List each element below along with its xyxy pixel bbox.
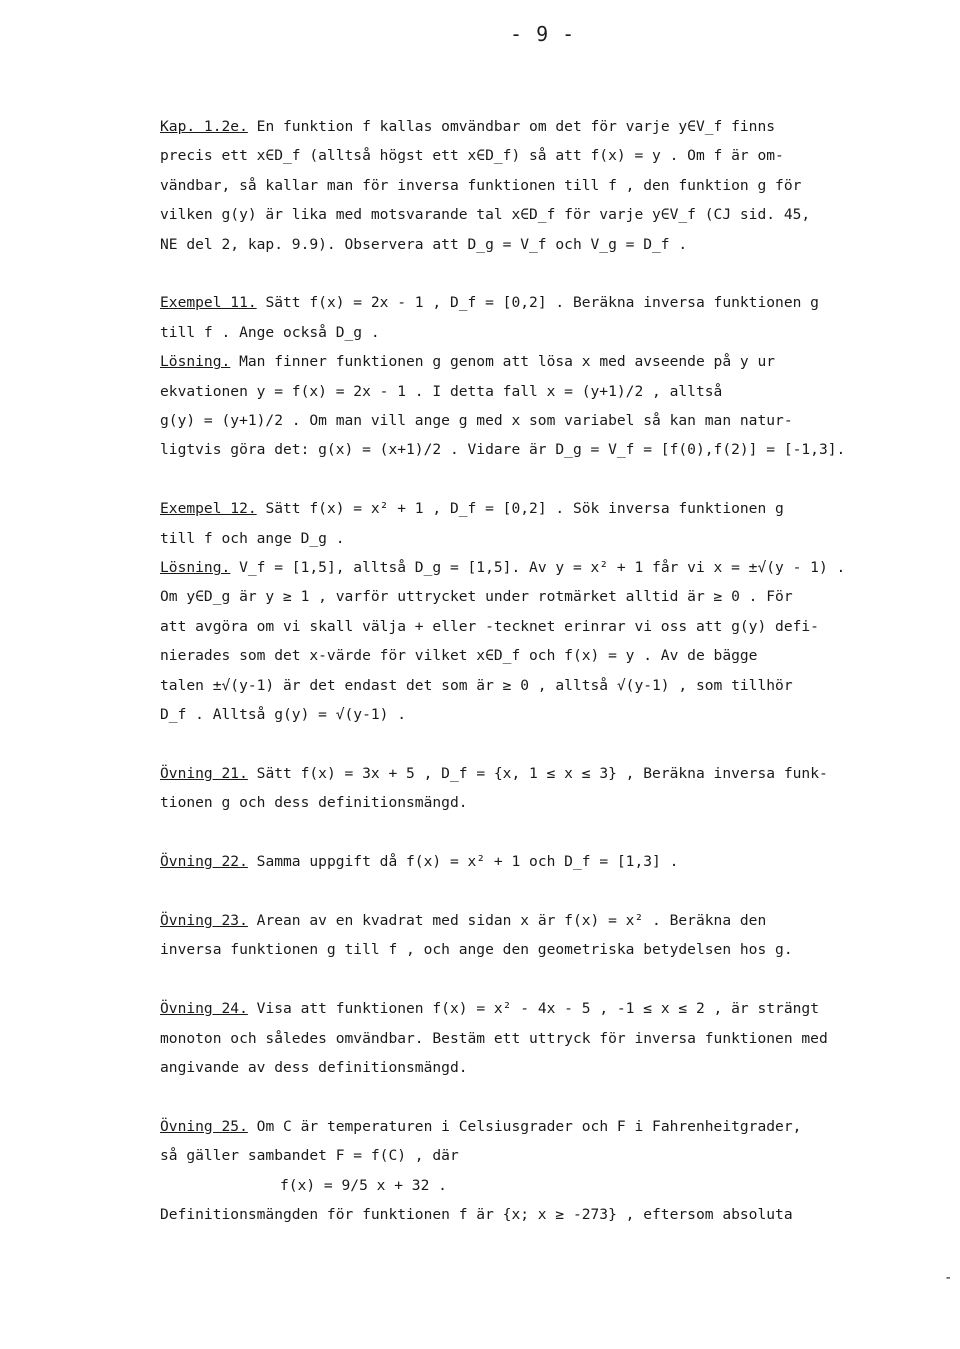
example-12-title: Exempel 12.: [160, 500, 257, 518]
exercise-24-line-1: Övning 24. Visa att funktionen f(x) = x² - 4x - 5 , -1 ≤ x ≤ 2 , är strängt: [160, 1000, 819, 1018]
exercise-24-title: Övning 24.: [160, 1000, 248, 1018]
example-12-solution-line-6: D_f . Alltså g(y) = √(y-1) .: [160, 706, 407, 724]
kap-line-1: Kap. 1.2e. En funktion f kallas omvändbar om det för varje y∈V_f finns: [160, 118, 776, 135]
example-12-solution-line-2: Om y∈D_g är y ≥ 1 , varför uttrycket under rotmärket alltid är ≥ 0 . För: [160, 588, 793, 606]
example-11-solution-line-3: g(y) = (y+1)/2 . Om man vill ange g med x som variabel så kan man natur-: [160, 412, 793, 430]
exercise-21-line-1: Övning 21. Sätt f(x) = 3x + 5 , D_f = {x, 1 ≤ x ≤ 3} , Beräkna inversa funk-: [160, 764, 828, 782]
exercise-25-line-1: Övning 25. Om C är temperaturen i Celsiusgrader och F i Fahrenheitgrader,: [160, 1117, 802, 1135]
exercise-21-line-2: tionen g och dess definitionsmängd.: [160, 794, 468, 812]
exercise-21-title: Övning 21.: [160, 764, 248, 782]
exercise-23-line-2: inversa funktionen g till f , och ange den geometriska betydelsen hos g.: [160, 941, 793, 959]
exercise-25-line-2: så gäller sambandet F = f(C) , där: [160, 1147, 459, 1165]
example-12-line-2: till f och ange D_g .: [160, 529, 345, 547]
example-11-title: Exempel 11.: [160, 294, 257, 312]
example-12: [160, 494, 930, 729]
exercise-22: [160, 847, 930, 876]
exercise-25-last-line: Definitionsmängden för funktionen f är {x; x ≥ -273} , eftersom absoluta: [160, 1205, 793, 1223]
exercise-22-title: Övning 22.: [160, 853, 248, 871]
exercise-24: [160, 994, 930, 1082]
example-11: [160, 288, 930, 464]
exercise-24-line-2: monoton och således omvändbar. Bestäm ett uttryck för inversa funktionen med: [160, 1029, 828, 1047]
exercise-23: [160, 906, 930, 965]
exercise-22-line-1: Övning 22. Samma uppgift då f(x) = x² + 1 och D_f = [1,3] .: [160, 853, 679, 871]
kap-line-3: vändbar, så kallar man för inversa funktionen till f , den funktion g för: [160, 176, 802, 194]
page-body: [160, 112, 930, 1229]
kap-label: Kap. 1.2e.: [160, 118, 248, 135]
example-11-line-2: till f . Ange också D_g .: [160, 323, 380, 341]
exercise-25-title: Övning 25.: [160, 1117, 248, 1135]
exercise-21: [160, 759, 930, 818]
example-11-solution-line-2: ekvationen y = f(x) = 2x - 1 . I detta fall x = (y+1)/2 , alltså: [160, 382, 723, 400]
margin-mark: -: [944, 1270, 953, 1286]
example-12-solution-line-1: Lösning. V_f = [1,5], alltså D_g = [1,5]. Av y = x² + 1 får vi x = ±√(y - 1) .: [160, 559, 846, 577]
exercise-23-title: Övning 23.: [160, 911, 248, 929]
exercise-23-line-1: Övning 23. Arean av en kvadrat med sidan x är f(x) = x² . Beräkna den: [160, 911, 767, 929]
example-12-solution-label: Lösning.: [160, 559, 231, 577]
exercise-25: [160, 1112, 930, 1230]
example-11-solution-line-4: ligtvis göra det: g(x) = (x+1)/2 . Vidare är D_g = V_f = [f(0),f(2)] = [-1,3].: [160, 441, 846, 459]
example-12-solution-line-4: nierades som det x-värde för vilket x∈D_f och f(x) = y . Av de bägge: [160, 647, 758, 665]
example-12-line-1: Exempel 12. Sätt f(x) = x² + 1 , D_f = [0,2] . Sök inversa funktionen g: [160, 500, 784, 518]
exercise-24-line-3: angivande av dess definitionsmängd.: [160, 1058, 468, 1076]
example-11-line-1: Exempel 11. Sätt f(x) = 2x - 1 , D_f = [0,2] . Beräkna inversa funktionen g: [160, 294, 819, 312]
page-number: - 9 -: [510, 22, 576, 46]
example-12-solution-line-5: talen ±√(y-1) är det endast det som är ≥ 0 , alltså √(y-1) , som tillhör: [160, 676, 793, 694]
kap-line-2: precis ett x∈D_f (alltså högst ett x∈D_f) så att f(x) = y . Om f är om-: [160, 147, 784, 165]
example-12-solution-line-3: att avgöra om vi skall välja + eller -tecknet erinrar vi oss att g(y) defi-: [160, 617, 819, 635]
exercise-25-formula: f(x) = 9/5 x + 32 .: [280, 1176, 447, 1194]
example-11-solution-line-1: Lösning. Man finner funktionen g genom att lösa x med avseende på y ur: [160, 353, 776, 371]
example-11-solution-label: Lösning.: [160, 353, 231, 371]
kap-line-4: vilken g(y) är lika med motsvarande tal x∈D_f för varje y∈V_f (CJ sid. 45,: [160, 206, 811, 224]
kap-paragraph: [160, 112, 930, 259]
kap-line-5: NE del 2, kap. 9.9). Observera att D_g = V_f och V_g = D_f .: [160, 235, 688, 253]
